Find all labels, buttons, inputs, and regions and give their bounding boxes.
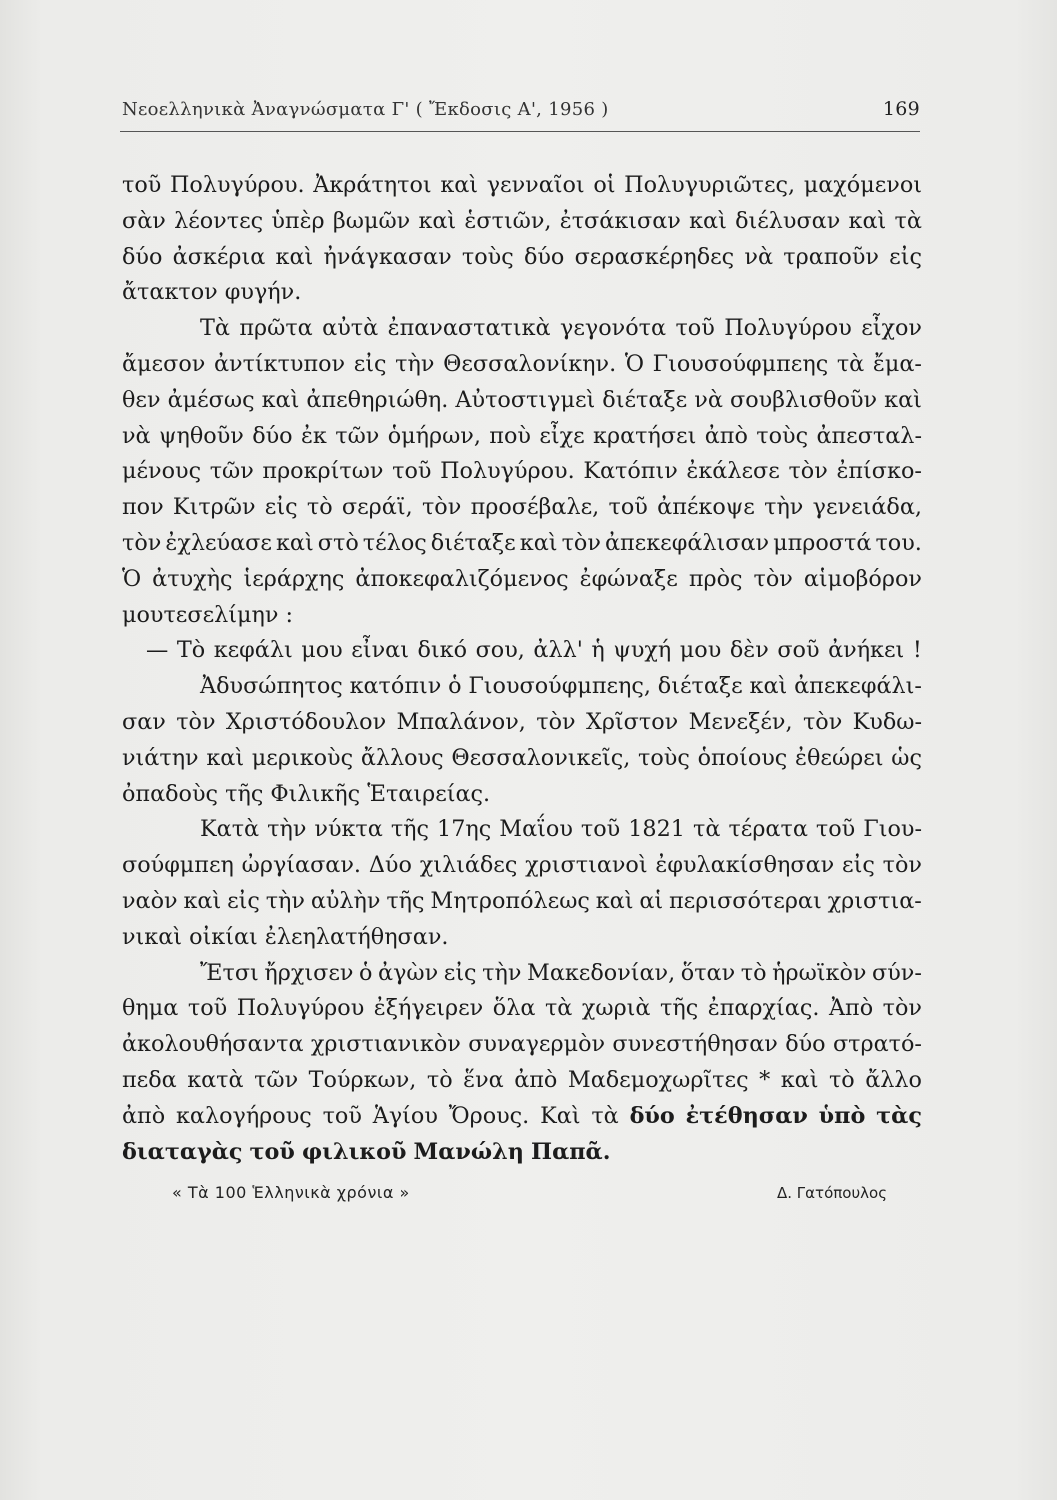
header-rule: [120, 131, 920, 132]
text-line: νὰ ψηθοῦν δύο ἐκ τῶν ὁμήρων, ποὺ εἶχε κρατήσει ἀπὸ τοὺς ἀπεσταλ-: [122, 422, 922, 449]
text-line: — Τὸ κεφάλι μου εἶναι δικό σου, ἀλλ' ἡ ψυχή μου δὲν σοῦ ἀνήκει !: [146, 637, 922, 664]
text-line: ἀκολουθήσαντα χριστιανικὸν συναγερμὸν συνεστήθησαν δύο στρατό-: [122, 1031, 922, 1058]
text-line: θεν ἀμέσως καὶ ἀπεθηριώθη. Αὐτοστιγμεὶ διέταξε νὰ σουβλισθοῦν καὶ: [122, 386, 922, 413]
source-title: « Τὰ 100 Ἑλληνικὰ χρόνια »: [172, 1183, 410, 1202]
text-line: θημα τοῦ Πολυγύρου ἐξήγειρεν ὅλα τὰ χωριὰ τῆς ἐπαρχίας. Ἀπὸ τὸν: [122, 995, 922, 1022]
text-line: Ἀδυσώπητος κατόπιν ὁ Γιουσούφμπεης, διέταξε καὶ ἀπεκεφάλι-: [200, 673, 922, 700]
text-line: Κατὰ τὴν νύκτα τῆς 17ης Μαΐου τοῦ 1821 τὰ τέρατα τοῦ Γιου-: [200, 816, 922, 843]
text-line: Τὰ πρῶτα αὐτὰ ἐπαναστατικὰ γεγονότα τοῦ Πολυγύρου εἶχον: [200, 315, 922, 342]
text-line: ὀπαδοὺς τῆς Φιλικῆς Ἑταιρείας.: [122, 780, 491, 807]
text-line: τοῦ Πολυγύρου. Ἀκράτητοι καὶ γενναῖοι οἱ Πολυγυριῶτες, μαχόμενοι: [122, 172, 922, 198]
text-line: Ὁ ἀτυχὴς ἱεράρχης ἀποκεφαλιζόμενος ἐφώναξε πρὸς τὸν αἱμοβόρον: [122, 565, 922, 592]
text-line: διαταγὰς τοῦ φιλικοῦ Μανώλη Παπᾶ.: [122, 1138, 611, 1165]
text-line: μένους τῶν προκρίτων τοῦ Πολυγύρου. Κατόπιν ἐκάλεσε τὸν ἐπίσκο-: [122, 458, 922, 485]
text-line: σαν τὸν Χριστόδουλον Μπαλάνον, τὸν Χρῖστον Μενεξέν, τὸν Κυδω-: [122, 708, 922, 735]
text-line: νικαὶ οἰκίαι ἐλεηλατήθησαν.: [122, 923, 449, 950]
running-header: [122, 98, 920, 120]
text-line: Ἔτσι ἤρχισεν ὁ ἀγὼν εἰς τὴν Μακεδονίαν, ὅταν τὸ ἡρωϊκὸν σύν-: [200, 959, 922, 986]
source-footer: [172, 1183, 887, 1202]
body-text: [122, 168, 922, 1170]
text-line: σὰν λέοντες ὑπὲρ βωμῶν καὶ ἑστιῶν, ἐτσάκισαν καὶ διέλυσαν καὶ τὰ: [122, 207, 922, 234]
text-line: νιάτην καὶ μερικοὺς ἄλλους Θεσσαλονικεῖς, τοὺς ὁποίους ἐθεώρει ὡς: [122, 744, 922, 771]
text-line: πον Κιτρῶν εἰς τὸ σεράϊ, τὸν προσέβαλε, τοῦ ἀπέκοψε τὴν γενειάδα,: [122, 494, 922, 521]
text-line: ἀπὸ καλογήρους τοῦ Ἁγίου Ὄρους. Καὶ τὰ δύο ἐτέθησαν ὑπὸ τὰς: [122, 1102, 922, 1129]
page-number: 169: [882, 98, 920, 120]
author-name: Δ. Γατόπουλος: [777, 1184, 887, 1202]
text-line: μουτεσελίμην :: [122, 601, 294, 628]
text-line: ναὸν καὶ εἰς τὴν αὐλὴν τῆς Μητροπόλεως καὶ αἱ περισσότεραι χριστια-: [122, 887, 922, 914]
text-line: σούφμπεη ὠργίασαν. Δύο χιλιάδες χριστιανοὶ ἐφυλακίσθησαν εἰς τὸν: [122, 852, 922, 879]
text-line: ἄτακτον φυγήν.: [122, 279, 302, 306]
running-title: Νεοελληνικὰ Ἀναγνώσματα Γ' ( Ἔκδοσις Α', 1956 ): [122, 99, 609, 120]
text-line: ἄμεσον ἀντίκτυπον εἰς τὴν Θεσσαλονίκην. Ὁ Γιουσούφμπεης τὰ ἔμα-: [122, 350, 922, 377]
text-line: δύο ἀσκέρια καὶ ἠνάγκασαν τοὺς δύο σερασκέρηδες νὰ τραποῦν εἰς: [122, 243, 922, 270]
text-line: τὸν ἐχλεύασε καὶ στὸ τέλος διέταξε καὶ τὸν ἀπεκεφάλισαν μπροστά του.: [122, 529, 922, 556]
text-line: πεδα κατὰ τῶν Τούρκων, τὸ ἕνα ἀπὸ Μαδεμοχωρῖτες * καὶ τὸ ἄλλο: [122, 1066, 922, 1093]
